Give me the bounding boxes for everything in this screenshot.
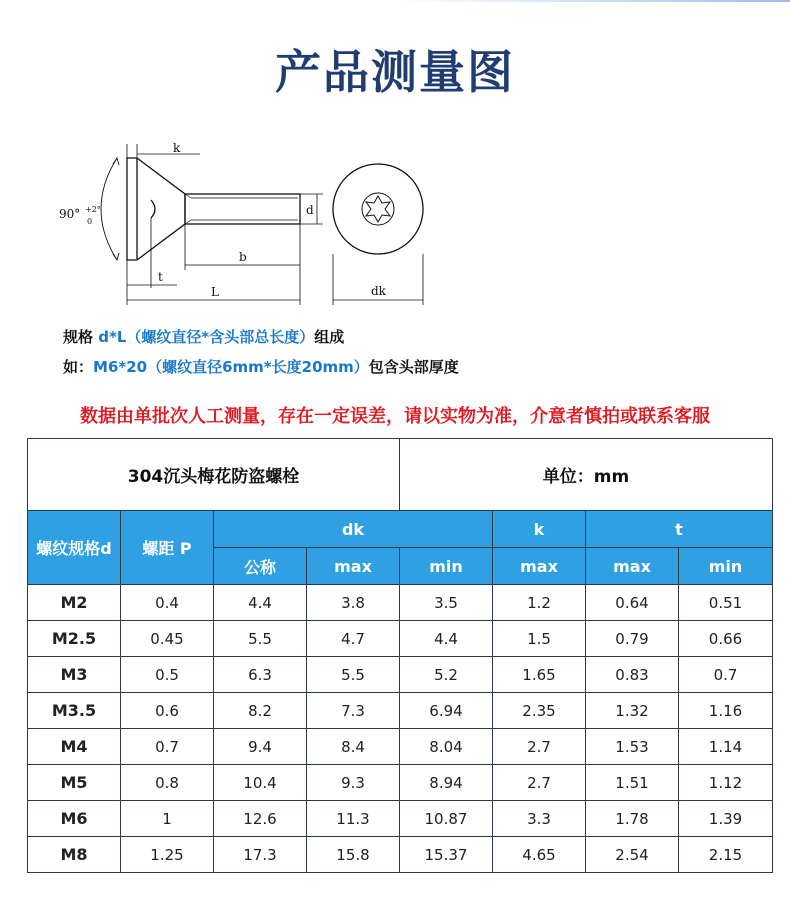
cell-pitch: 0.6 [121, 693, 214, 729]
spec-highlight: d*L（螺纹直径*含头部总长度） [98, 328, 315, 346]
cell-t-max: 1.78 [586, 801, 679, 837]
header-k-max: max [493, 548, 586, 585]
cell-size: M4 [28, 729, 121, 765]
cell-t-min: 0.51 [679, 585, 773, 621]
cell-k-max: 1.2 [493, 585, 586, 621]
cell-dk-nominal: 9.4 [214, 729, 307, 765]
table-row [28, 801, 773, 837]
label-d: d [306, 203, 314, 217]
cell-k-max: 4.65 [493, 837, 586, 873]
cell-dk-min: 10.87 [400, 801, 493, 837]
label-dk: dk [371, 284, 386, 298]
cell-k-max: 1.5 [493, 621, 586, 657]
cell-pitch: 0.4 [121, 585, 214, 621]
angle-tol-plus: +2° [85, 205, 101, 214]
cell-dk-min: 8.94 [400, 765, 493, 801]
cell-dk-min: 15.37 [400, 837, 493, 873]
cell-t-max: 2.54 [586, 837, 679, 873]
cell-dk-max: 15.8 [307, 837, 400, 873]
cell-t-max: 0.83 [586, 657, 679, 693]
cell-t-max: 1.32 [586, 693, 679, 729]
spec-prefix: 规格 [63, 328, 99, 346]
unit-label: 单位：mm [400, 439, 773, 511]
cell-dk-nominal: 8.2 [214, 693, 307, 729]
header-dk-max: max [307, 548, 400, 585]
cell-size: M3.5 [28, 693, 121, 729]
cell-t-max: 1.51 [586, 765, 679, 801]
cell-dk-nominal: 6.3 [214, 657, 307, 693]
table-row [28, 585, 773, 621]
cell-size: M5 [28, 765, 121, 801]
cell-k-max: 2.7 [493, 765, 586, 801]
header-k: k [493, 511, 586, 548]
cell-dk-min: 8.04 [400, 729, 493, 765]
header-dk: dk [214, 511, 493, 548]
cell-pitch: 0.8 [121, 765, 214, 801]
cell-dk-max: 11.3 [307, 801, 400, 837]
table-row [28, 765, 773, 801]
product-name: 304沉头梅花防盗螺栓 [28, 439, 400, 511]
spec-table [27, 438, 773, 873]
page-title: 产品测量图 [275, 45, 515, 99]
cell-dk-max: 5.5 [307, 657, 400, 693]
header-dk-min: min [400, 548, 493, 585]
label-L: L [211, 285, 219, 299]
cell-dk-nominal: 5.5 [214, 621, 307, 657]
cell-dk-min: 5.2 [400, 657, 493, 693]
example-prefix: 如： [63, 358, 94, 376]
measurement-warning: 数据由单批次人工测量，存在一定误差，请以实物为准，介意者慎拍或联系客服 [80, 406, 710, 427]
cell-pitch: 1.25 [121, 837, 214, 873]
header-t: t [586, 511, 773, 548]
cell-t-min: 1.14 [679, 729, 773, 765]
label-k: k [173, 141, 181, 155]
cell-t-max: 0.64 [586, 585, 679, 621]
cell-pitch: 1 [121, 801, 214, 837]
cell-size: M2 [28, 585, 121, 621]
cell-t-min: 0.66 [679, 621, 773, 657]
cell-dk-max: 4.7 [307, 621, 400, 657]
header-pitch: 螺距 P [121, 511, 214, 585]
spec-example [63, 356, 459, 377]
table-row [28, 621, 773, 657]
cell-dk-nominal: 10.4 [214, 765, 307, 801]
top-decor-line [395, 0, 790, 2]
cell-size: M6 [28, 801, 121, 837]
cell-k-max: 1.65 [493, 657, 586, 693]
spec-description [63, 326, 344, 347]
cell-t-min: 1.39 [679, 801, 773, 837]
cell-dk-min: 4.4 [400, 621, 493, 657]
cell-size: M2.5 [28, 621, 121, 657]
cell-size: M3 [28, 657, 121, 693]
cell-k-max: 2.35 [493, 693, 586, 729]
cell-dk-max: 3.8 [307, 585, 400, 621]
label-b: b [239, 250, 247, 264]
cell-dk-nominal: 12.6 [214, 801, 307, 837]
cell-t-max: 1.53 [586, 729, 679, 765]
cell-pitch: 0.45 [121, 621, 214, 657]
cell-dk-min: 3.5 [400, 585, 493, 621]
header-t-min: min [679, 548, 773, 585]
spec-suffix: 组成 [314, 328, 345, 346]
cell-k-max: 3.3 [493, 801, 586, 837]
header-t-max: max [586, 548, 679, 585]
example-highlight: M6*20（螺纹直径6mm*长度20mm） [93, 358, 369, 376]
angle-label: 90° [59, 207, 81, 221]
cell-t-min: 1.16 [679, 693, 773, 729]
table-row [28, 837, 773, 873]
example-suffix: 包含头部厚度 [368, 358, 459, 376]
table-row [28, 729, 773, 765]
cell-size: M8 [28, 837, 121, 873]
cell-pitch: 0.5 [121, 657, 214, 693]
cell-t-max: 0.79 [586, 621, 679, 657]
spec-table-body [28, 585, 773, 873]
cell-t-min: 2.15 [679, 837, 773, 873]
screw-diagram [55, 140, 455, 310]
cell-k-max: 2.7 [493, 729, 586, 765]
angle-tol-zero: 0 [87, 217, 93, 226]
cell-dk-max: 8.4 [307, 729, 400, 765]
cell-dk-nominal: 4.4 [214, 585, 307, 621]
cell-dk-max: 7.3 [307, 693, 400, 729]
table-row [28, 657, 773, 693]
cell-dk-nominal: 17.3 [214, 837, 307, 873]
header-size: 螺纹规格d [28, 511, 121, 585]
cell-dk-max: 9.3 [307, 765, 400, 801]
header-dk-nominal: 公称 [214, 548, 307, 585]
table-row [28, 693, 773, 729]
cell-t-min: 1.12 [679, 765, 773, 801]
cell-dk-min: 6.94 [400, 693, 493, 729]
cell-t-min: 0.7 [679, 657, 773, 693]
label-t: t [158, 270, 163, 284]
cell-pitch: 0.7 [121, 729, 214, 765]
